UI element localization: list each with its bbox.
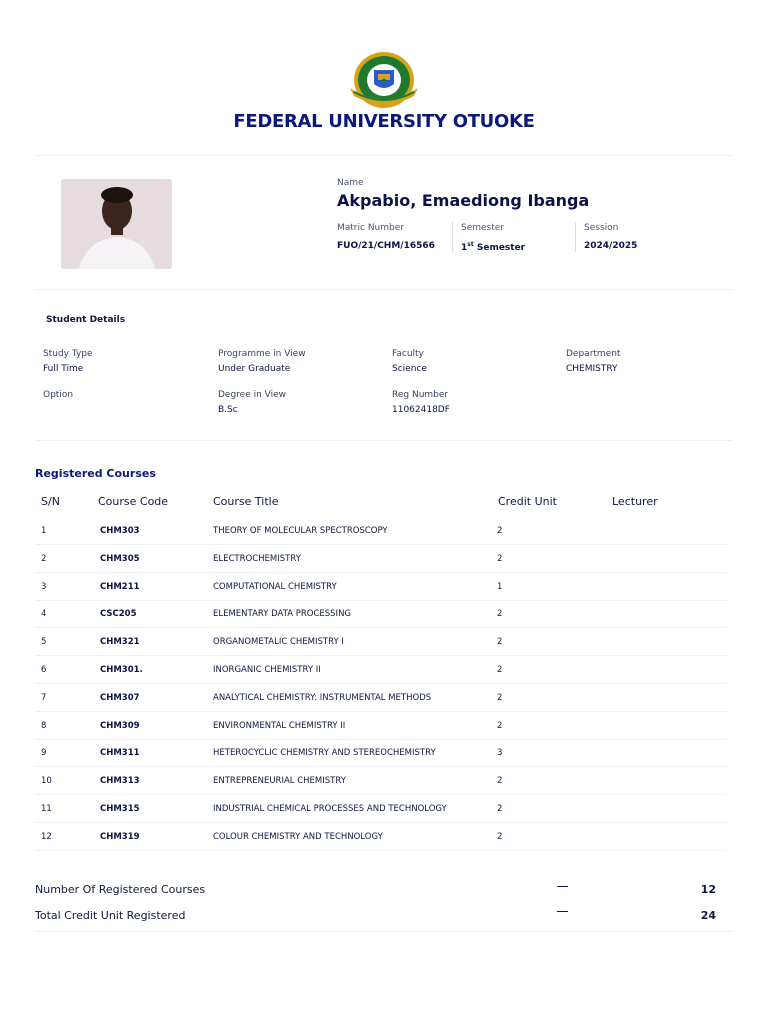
course-title: ELECTROCHEMISTRY [213, 553, 301, 564]
course-credit-unit: 2 [497, 692, 503, 703]
course-credit-unit: 3 [497, 748, 503, 759]
name-label: Name [337, 178, 364, 188]
table-row [35, 628, 727, 656]
matric-label: Matric Number [337, 223, 404, 233]
course-credit-unit: 2 [497, 609, 503, 620]
registered-courses-title: Registered Courses [35, 467, 156, 480]
university-crest-logo [344, 50, 424, 112]
degree-value: B.Sc [218, 405, 238, 415]
divider [575, 222, 576, 252]
course-sn: 9 [41, 748, 47, 759]
student-details-card [35, 305, 733, 441]
option-label: Option [43, 390, 74, 400]
semester-label: Semester [461, 223, 505, 233]
course-code: CHM301. [100, 665, 143, 675]
course-title: THEORY OF MOLECULAR SPECTROSCOPY [213, 526, 388, 536]
faculty-label: Faculty [392, 349, 424, 359]
course-title: HETEROCYCLIC CHEMISTRY AND STEREOCHEMISTRY [213, 748, 436, 759]
course-sn: 3 [41, 581, 47, 592]
course-credit-unit: 2 [497, 553, 503, 564]
course-code: CHM311 [100, 748, 140, 759]
course-code: CHM319 [100, 831, 140, 842]
programme-value: Under Graduate [218, 364, 291, 374]
table-row [35, 545, 727, 573]
total-units-value: 24 [700, 909, 716, 922]
course-code: CHM321 [100, 637, 140, 648]
degree-label: Degree in View [218, 390, 287, 400]
header-course-code: Course Code [98, 495, 169, 508]
course-title: ANALYTICAL CHEMISTRY: INSTRUMENTAL METHODS [213, 692, 432, 703]
course-sn: 11 [41, 804, 52, 814]
study-type-value: Full Time [43, 364, 84, 374]
table-row [35, 573, 727, 601]
course-credit-unit: 2 [497, 804, 503, 814]
table-row [35, 823, 727, 851]
course-sn: 12 [41, 831, 52, 842]
course-title: COMPUTATIONAL CHEMISTRY [213, 581, 337, 592]
session-label: Session [584, 223, 619, 233]
table-row [35, 712, 727, 740]
course-sn: 6 [41, 665, 47, 675]
course-title: COLOUR CHEMISTRY AND TECHNOLOGY [213, 831, 383, 842]
student-name: Akpabio, Emaediong Ibanga [337, 191, 590, 210]
table-row [35, 795, 727, 823]
total-units-label: Total Credit Unit Registered [35, 909, 186, 922]
course-title: ENTREPRENEURIAL CHEMISTRY [213, 776, 346, 787]
course-code: CSC205 [100, 609, 137, 620]
course-title: ELEMENTARY DATA PROCESSING [213, 609, 352, 620]
reg-number-label: Reg Number [392, 390, 449, 400]
course-sn: 7 [41, 692, 47, 703]
course-credit-unit: 1 [497, 581, 503, 592]
course-title: INORGANIC CHEMISTRY II [213, 665, 321, 675]
course-code: CHM313 [100, 776, 140, 787]
registered-count-value: 12 [700, 883, 716, 896]
course-code: CHM305 [100, 553, 140, 564]
header-sn: S/N [41, 495, 60, 508]
course-credit-unit: 2 [497, 720, 503, 731]
course-credit-unit: 2 [497, 637, 503, 648]
course-title: ORGANOMETALIC CHEMISTRY I [213, 637, 344, 648]
table-row [35, 600, 727, 628]
header-credit-unit: Credit Unit [498, 495, 557, 508]
header-course-title: Course Title [213, 495, 279, 508]
table-row [35, 517, 727, 545]
registered-count-label: Number Of Registered Courses [35, 883, 206, 896]
course-credit-unit: 2 [497, 776, 503, 787]
dash-separator [557, 886, 568, 887]
course-credit-unit: 2 [497, 526, 503, 536]
course-credit-unit: 2 [497, 831, 503, 842]
divider [452, 222, 453, 252]
university-name: FEDERAL UNIVERSITY OTUOKE [233, 111, 535, 132]
student-details-title: Student Details [46, 315, 126, 325]
study-type-label: Study Type [43, 349, 93, 359]
table-row [35, 684, 727, 712]
reg-number-value: 11062418DF [392, 405, 450, 415]
course-title: INDUSTRIAL CHEMICAL PROCESSES AND TECHNOLOGY [213, 804, 447, 814]
course-code: CHM307 [100, 692, 140, 703]
table-row [35, 739, 727, 767]
course-code: CHM315 [100, 804, 140, 814]
course-sn: 5 [41, 637, 47, 648]
student-photo [61, 179, 172, 269]
course-title: ENVIRONMENTAL CHEMISTRY II [213, 720, 346, 731]
table-row [35, 656, 727, 684]
department-label: Department [566, 349, 621, 359]
dash-separator [557, 911, 568, 912]
course-code: CHM303 [100, 526, 140, 536]
course-sn: 4 [41, 609, 47, 620]
programme-label: Programme in View [218, 349, 306, 359]
course-sn: 10 [41, 776, 52, 787]
session-value: 2024/2025 [584, 241, 638, 251]
summary-card [35, 876, 733, 932]
course-sn: 2 [41, 553, 47, 564]
table-row [35, 767, 727, 795]
course-code: CHM211 [100, 581, 140, 592]
faculty-value: Science [392, 364, 427, 374]
matric-number: FUO/21/CHM/16566 [337, 241, 435, 251]
course-sn: 8 [41, 720, 47, 731]
department-value: CHEMISTRY [566, 364, 618, 374]
course-code: CHM309 [100, 720, 140, 731]
course-credit-unit: 2 [497, 665, 503, 675]
course-sn: 1 [41, 526, 47, 536]
header-lecturer: Lecturer [612, 495, 658, 508]
semester-value: 1st Semester [461, 241, 526, 253]
